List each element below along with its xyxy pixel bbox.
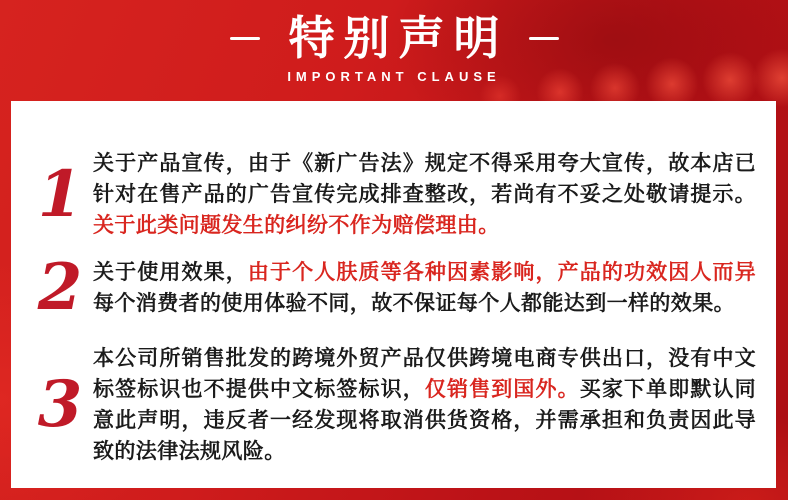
- statement-item: [35, 148, 756, 241]
- item-text: [93, 148, 756, 241]
- body-text: 买家下单即默认同意此声明，违反者一经发现将取消供货资格，并需承担和负责因此导致的法律法规风险。: [93, 378, 756, 463]
- item-number: 2: [37, 250, 83, 325]
- title-dash-right-icon: [529, 37, 559, 40]
- item-number: 3: [37, 367, 83, 442]
- body-text: 本公司所销售批发的跨境外贸产品仅供跨境电商专供出口，没有中文标签标识也不提供中文标签标识，: [93, 347, 756, 401]
- item-text: [93, 257, 756, 319]
- statement-card: [11, 101, 776, 488]
- item-number: 1: [37, 156, 83, 232]
- statement-item: [35, 343, 756, 467]
- header: [0, 0, 788, 101]
- emphasized-text: 由于个人肤质等各种因素影响，产品的功效因人而异: [247, 261, 756, 284]
- body-text: 每个消费者的使用体验不同，故不保证每个人都能达到一样的效果。: [93, 292, 735, 315]
- title-row: [230, 13, 559, 64]
- emphasized-text: 关于此类问题发生的纠纷不作为赔偿理由。: [93, 214, 500, 237]
- body-text: 关于产品宣传，由于《新广告法》规定不得采用夸大宣传，故本店已针对在售产品的广告宣传完成排查整改，若尚有不妥之处敬请提示。: [93, 152, 756, 206]
- body-text: 关于使用效果，: [93, 261, 248, 284]
- page-subtitle: IMPORTANT CLAUSE: [287, 68, 501, 84]
- item-text: [93, 343, 756, 467]
- page-title: 特别声明: [288, 12, 509, 64]
- emphasized-text: 仅销售到国外。: [424, 378, 580, 401]
- statement-item: [35, 250, 756, 325]
- statement-list: [35, 148, 756, 467]
- title-dash-left-icon: [230, 37, 260, 40]
